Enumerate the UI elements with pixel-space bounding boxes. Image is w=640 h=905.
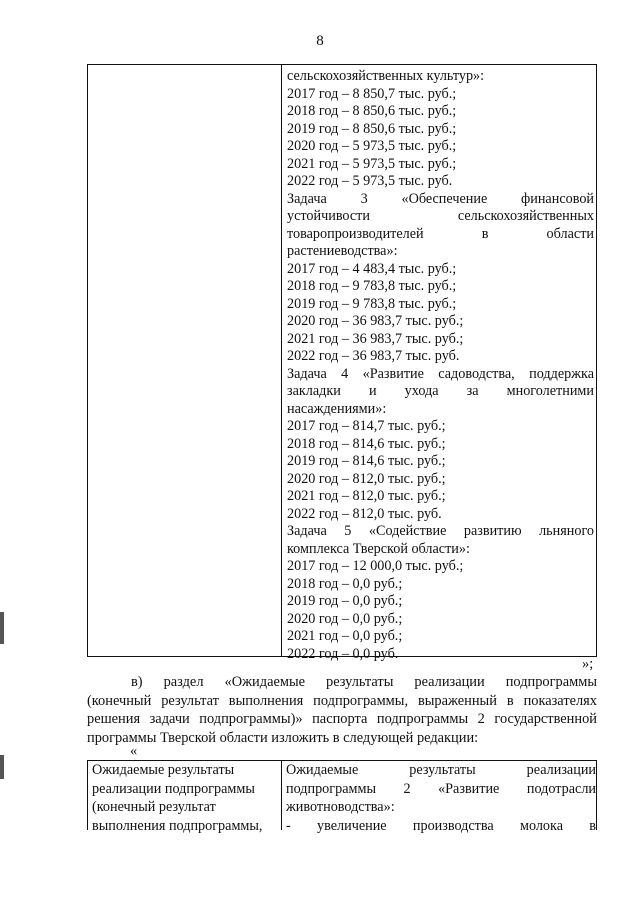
financing-line: Задача 5 «Содействие развитию льняного <box>287 523 594 539</box>
expected-results-label-column <box>92 761 282 835</box>
financing-table <box>87 64 597 662</box>
label-line: реализации подпрограммы <box>92 780 255 797</box>
financing-line: 2022 год – 0,0 руб. <box>287 645 399 662</box>
financing-line: 2017 год – 12 000,0 тыс. руб.; <box>287 558 464 574</box>
financing-line: 2019 год – 814,6 тыс. руб.; <box>287 453 446 469</box>
page-number: 8 <box>316 33 324 49</box>
paragraph-line: (конечный результат выполнения подпрограммы, выраженный в показателях <box>87 692 597 709</box>
financing-line: 2018 год – 8 850,6 тыс. руб.; <box>287 103 457 119</box>
financing-line: устойчивости сельскохозяйственных <box>287 208 594 224</box>
financing-line: 2020 год – 36 983,7 тыс. руб.; <box>287 313 464 329</box>
section-paragraph <box>87 673 597 748</box>
table-column-divider <box>281 65 282 656</box>
financing-line: 2020 год – 5 973,5 тыс. руб.; <box>287 138 457 154</box>
financing-line: 2022 год – 36 983,7 тыс. руб. <box>287 348 460 364</box>
value-line: подпрограммы 2 «Развитие подотрасли <box>286 780 596 797</box>
financing-line: 2020 год – 0,0 руб.; <box>287 610 403 627</box>
financing-line: 2020 год – 812,0 тыс. руб.; <box>287 470 446 487</box>
label-line: (конечный результат <box>92 799 216 816</box>
scan-edge-mark <box>0 612 4 644</box>
financing-line: комплекса Тверской области»: <box>287 540 470 557</box>
value-line: животноводства»: <box>286 799 395 816</box>
paragraph-line: в) раздел «Ожидаемые результаты реализации подпрограммы <box>131 674 597 690</box>
financing-line: Задача 3 «Обеспечение финансовой <box>287 190 594 207</box>
label-line: выполнения подпрограммы, <box>92 817 263 834</box>
value-line: Ожидаемые результаты реализации <box>286 762 596 778</box>
financing-line: 2021 год – 36 983,7 тыс. руб.; <box>287 330 464 347</box>
financing-line: 2019 год – 9 783,8 тыс. руб.; <box>287 295 457 312</box>
label-line: Ожидаемые результаты <box>92 762 235 778</box>
financing-line: 2017 год – 814,7 тыс. руб.; <box>287 418 446 434</box>
financing-line: сельскохозяйственных культур»: <box>287 68 485 84</box>
financing-line: 2021 год – 5 973,5 тыс. руб.; <box>287 155 457 172</box>
financing-line: 2017 год – 8 850,7 тыс. руб.; <box>287 85 457 102</box>
financing-line: 2017 год – 4 483,4 тыс. руб.; <box>287 260 457 277</box>
financing-line: 2019 год – 0,0 руб.; <box>287 593 403 609</box>
expected-results-value-column <box>286 761 596 835</box>
financing-line: 2021 год – 0,0 руб.; <box>287 628 403 644</box>
scan-edge-mark <box>0 755 4 779</box>
financing-line: 2022 год – 812,0 тыс. руб. <box>287 505 442 522</box>
financing-line: товаропроизводителей в области <box>287 225 594 242</box>
financing-lines <box>287 68 594 663</box>
financing-line: закладки и ухода за многолетними <box>287 383 594 399</box>
financing-line: 2018 год – 0,0 руб.; <box>287 575 403 592</box>
value-line: - увеличение производства молока в <box>286 817 596 834</box>
financing-line: насаждениями»: <box>287 400 387 417</box>
closing-quote: »; <box>582 656 594 672</box>
financing-line: Задача 4 «Развитие садоводства, поддержка <box>287 365 594 382</box>
financing-line: 2018 год – 9 783,8 тыс. руб.; <box>287 278 457 294</box>
financing-line: 2019 год – 8 850,6 тыс. руб.; <box>287 120 457 137</box>
financing-text-column <box>287 68 594 663</box>
financing-line: растениеводства»: <box>287 243 398 259</box>
paragraph-line: программы Тверской области изложить в следующей редакции: <box>87 730 479 747</box>
financing-line: 2021 год – 812,0 тыс. руб.; <box>287 488 446 504</box>
financing-line: 2018 год – 814,6 тыс. руб.; <box>287 435 446 452</box>
opening-quote: « <box>130 743 138 759</box>
financing-line: 2022 год – 5 973,5 тыс. руб. <box>287 173 453 189</box>
paragraph-line: решения задачи подпрограммы)» паспорта подпрограммы 2 государственной <box>87 711 597 728</box>
expected-results-table <box>87 760 597 834</box>
